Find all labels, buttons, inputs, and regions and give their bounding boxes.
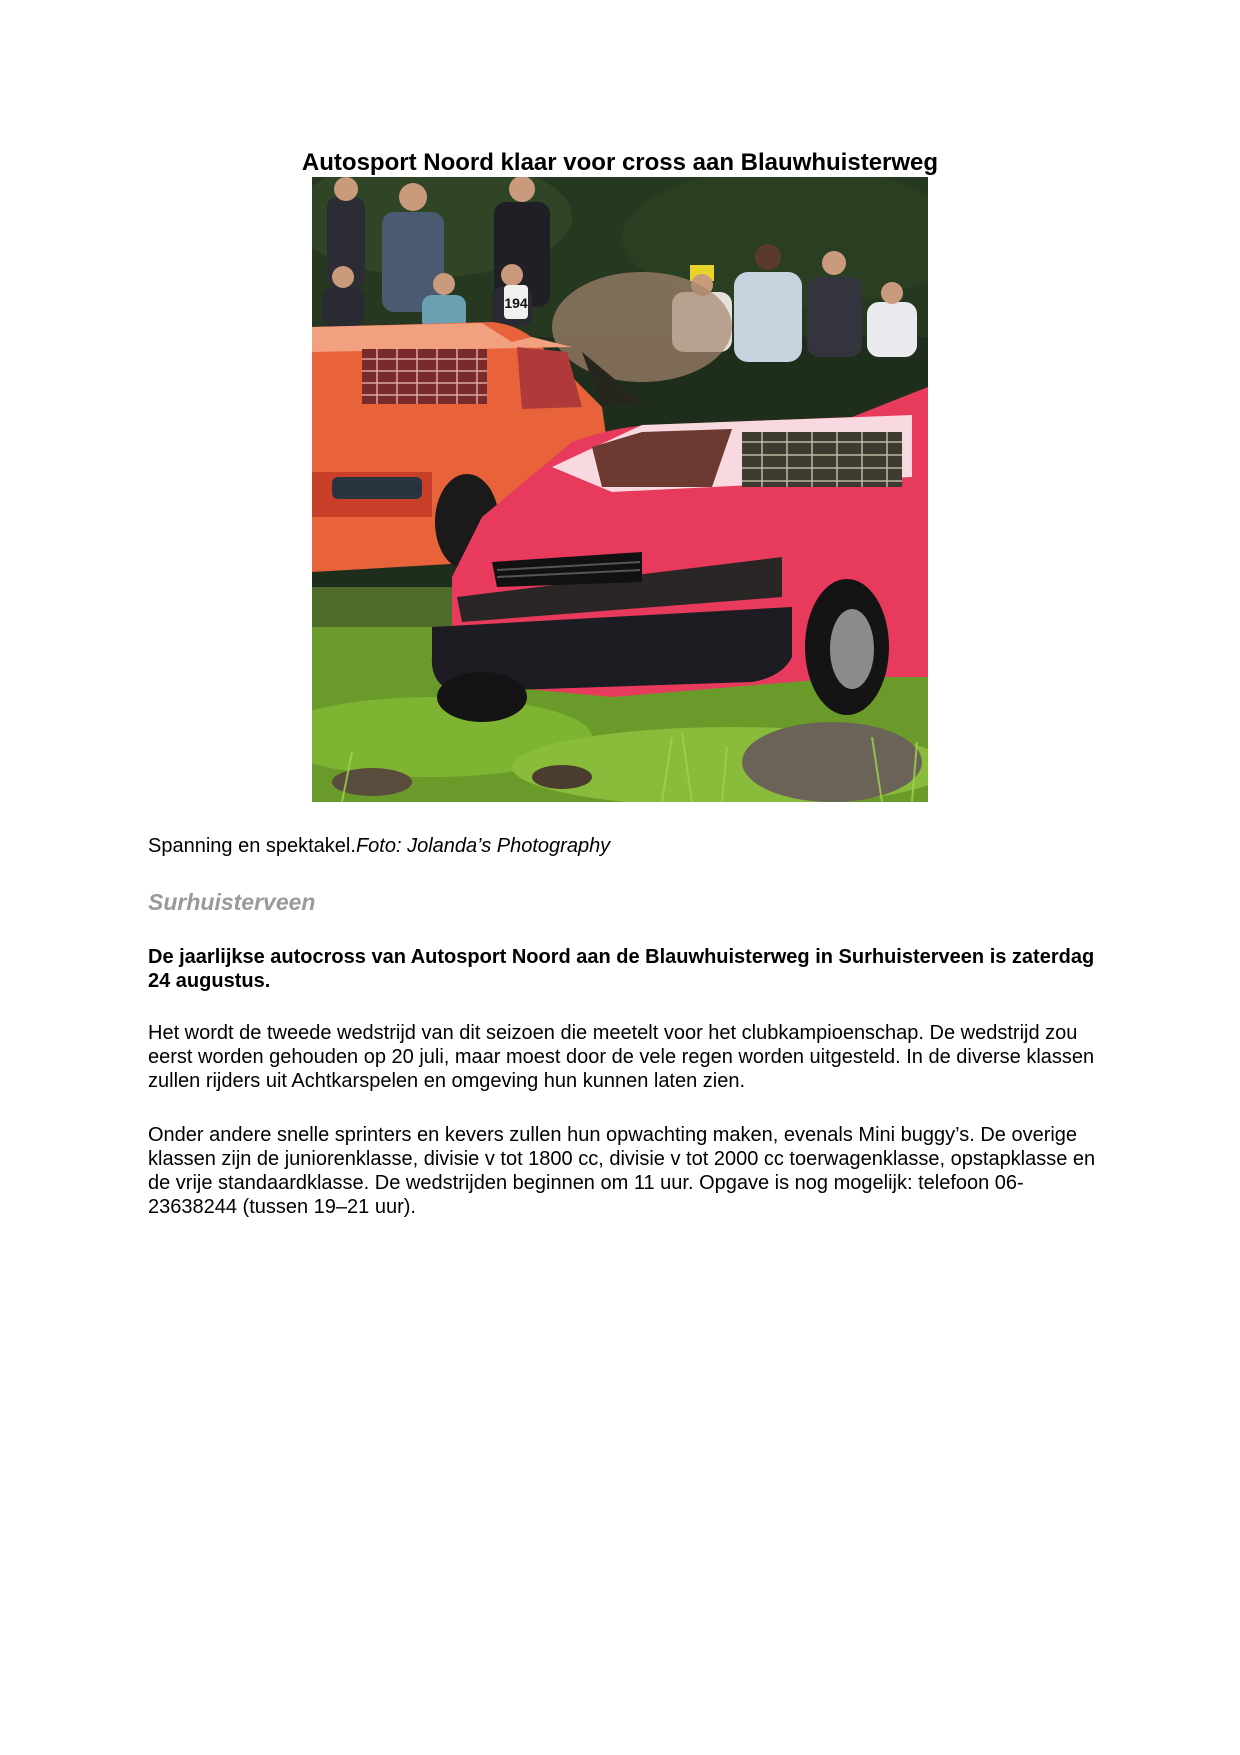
dateline: Surhuisterveen: [148, 889, 316, 915]
body-paragraph-2: Onder andere snelle sprinters en kevers zullen hun opwachting maken, evenals Mini buggy’s. De overige klassen zijn de juniorenklasse, divisie v tot 1800 cc, divisie v tot 2000 cc toerwagenklasse, opstapklasse en de vrije standaardklasse. De wedstrijden beginnen om 11 uur. Opgave is nog mogelijk: telefoon 06-23638244 (tussen 19–21 uur).: [148, 1124, 1096, 1218]
lead-paragraph: De jaarlijkse autocross van Autosport Noord aan de Blauwhuisterweg in Surhuisterveen is zaterdag 24 augustus.: [148, 946, 1095, 992]
article-headline: Autosport Noord klaar voor cross aan Blauwhuisterweg: [301, 149, 939, 176]
article-photo: [312, 177, 928, 802]
photo-credit: Foto: Jolanda’s Photography: [355, 835, 611, 857]
photo-caption: [148, 833, 610, 859]
car-number: 194: [504, 295, 528, 311]
body-paragraph-1: Het wordt de tweede wedstrijd van dit seizoen die meetelt voor het clubkampioenschap. De wedstrijd zou eerst worden gehouden op 20 juli, maar moest door de vele regen worden uitgesteld. In de diverse klassen zullen rijders uit Achtkarspelen en omgeving hun kunnen laten zien.: [148, 1022, 1095, 1092]
dust-cloud: [552, 272, 732, 382]
caption-text: Spanning en spektakel.: [148, 835, 356, 857]
